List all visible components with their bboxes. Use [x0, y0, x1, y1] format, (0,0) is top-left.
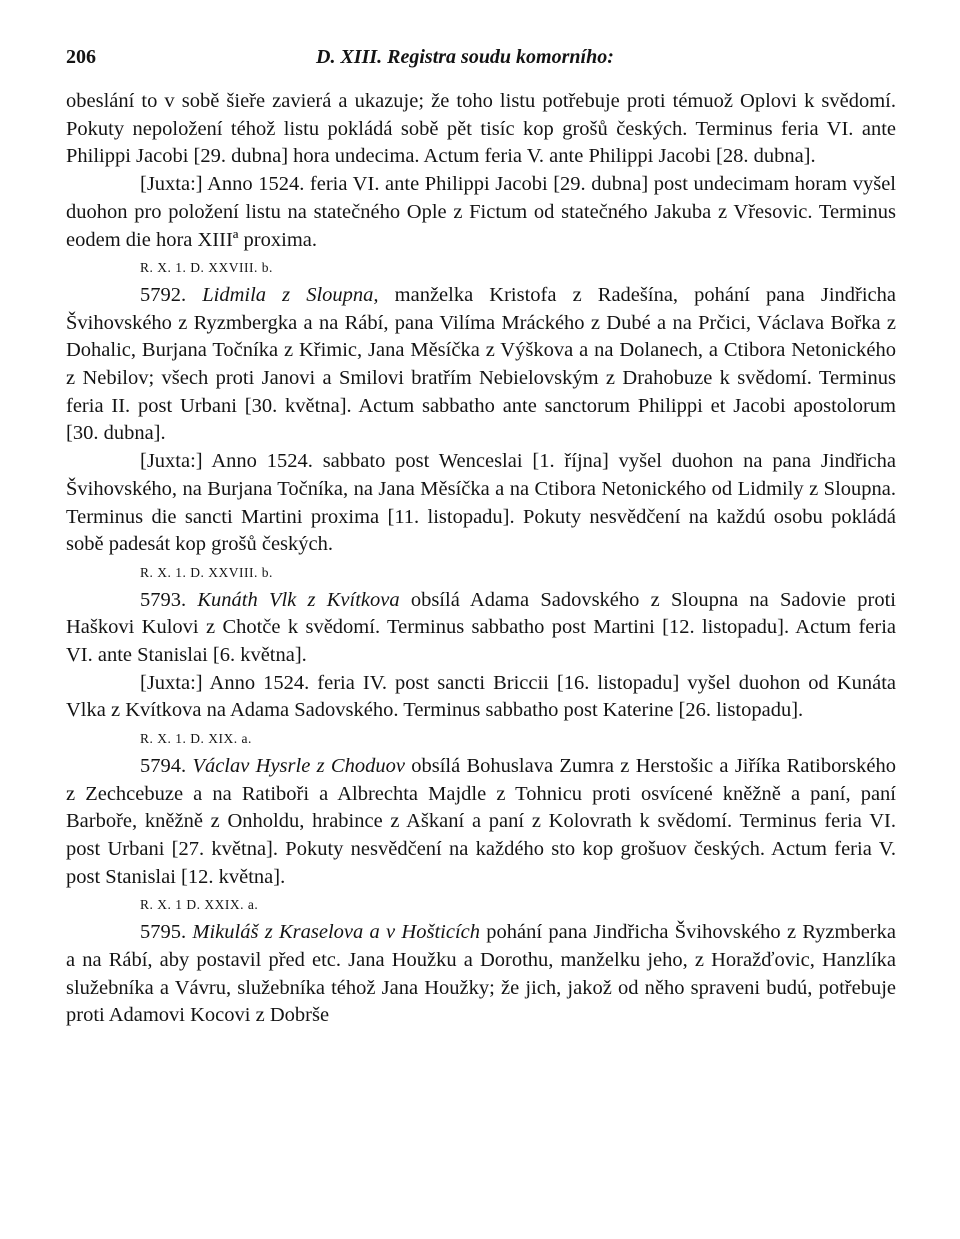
- paragraph: [Juxta:] Anno 1524. feria IV. post sancti Briccii [16. listopadu] vyšel duohon od Kunáta Vlka z Kvítkova na Adama Sadovského. Terminus sabbatho post Katerine [26. listopadu].: [66, 671, 896, 722]
- page-body: [66, 88, 896, 1030]
- entry-5795: [66, 919, 896, 1030]
- entry-name: Václav Hysrle z Choduov: [192, 754, 405, 777]
- entry-text: obsílá Adama Sadovského z Sloupna na Sadovie proti Haškovi Kulovi z Chotče k svědomí. Terminus sabbatho post Martini [12. listopadu]. Actum feria VI. ante Stanislai [6. května].: [66, 588, 896, 667]
- entry-5793: [66, 587, 896, 670]
- entry-number: 5794.: [140, 754, 187, 777]
- page-header: [66, 40, 896, 74]
- entry-name: Lidmila z Sloupna,: [202, 283, 379, 306]
- entry-number: 5795.: [140, 921, 187, 944]
- archive-signature: R. X. 1. D. XIX. a.: [140, 731, 252, 747]
- entry-name: Kunáth Vlk z Kvítkova: [197, 588, 400, 611]
- archive-signature: R. X. 1. D. XXVIII. b.: [140, 564, 273, 580]
- entry-number: 5792.: [140, 283, 187, 306]
- running-title: D. XIII. Registra soudu komorního:: [316, 46, 614, 68]
- paragraph: [Juxta:] Anno 1524. feria VI. ante Philippi Jacobi [29. dubna] post undecimam horam vyšel duohon pro položení listu na statečného Ople z Fictum od statečného Jakuba z Vřesovic. Terminus eodem die hora XIIIª proxima.: [66, 173, 896, 251]
- entry-5792: [66, 282, 896, 448]
- entry-name: Mikuláš z Kraselova a v Hošticích: [192, 921, 480, 944]
- entry-text: manželka Kristofa z Radešína, pohání pana Jindřicha Švihovského z Ryzmbergka a na Rábí, pana Vilíma Mráckého z Dubé a na Prčici, Václava Bořka z Dohalic, Burjana Točníka z Křimic, Jana Měsíčka z Výškova a na Dolanech, a Ctibora Netonického z Nebilov; všech proti Janovi a Smilovi bratřím Nebielovským z Drahobuze k svědomí. Terminus feria II. post Urbani [30. května]. Actum sabbatho ante sanctorum Philippi et Jacobi apostolorum [30. dubna].: [66, 283, 897, 445]
- entry-5794: [66, 753, 896, 892]
- page-number: 206: [66, 46, 96, 68]
- page: [66, 40, 896, 1030]
- paragraph: obeslání to v sobě šieře zavierá a ukazuje; že toho listu potřebuje proti témuož Oplovi k svědomí. Pokuty nepoložení téhož listu pokládá sobě pět tisíc kop grošů českých. Terminus feria VI. ante Philippi Jacobi [29. dubna] hora undecima. Actum feria V. ante Philippi Jacobi [28. dubna].: [66, 90, 896, 168]
- archive-signature: R. X. 1. D. XXVIII. b.: [140, 260, 273, 276]
- entry-text: obsílá Bohuslava Zumra z Herstošic a Jiříka Ratiborského z Zechcebuze a na Ratiboři a Albrechta Majdle z Tohnicu proti osvícené kněžně a paní, paní Barboře, kněžně z Onholdu, hrabince z Aškaní a paní z Kolovrath k svědomí. Terminus feria VI. post Urbani [27. května]. Pokuty nesvědčení na každého sto kop grošuov českých. Actum feria V. post Stanislai [12. května].: [66, 754, 896, 888]
- paragraph: [Juxta:] Anno 1524. sabbato post Wenceslai [1. října] vyšel duohon na pana Jindřicha Švihovského, na Burjana Točníka, na Jana Měsíčka a na Ctibora Netonického od Lidmily z Sloupna. Terminus die sancti Martini proxima [11. listopadu]. Pokuty nesvědčení na každú osobu pokládá sobě padesát kop grošů českých.: [66, 450, 896, 556]
- archive-signature: R. X. 1 D. XXIX. a.: [140, 897, 259, 913]
- entry-number: 5793.: [140, 588, 187, 611]
- entry-text: pohání pana Jindřicha Švihovského z Ryzmberka a na Rábí, aby postavil před etc. Jana Houžku a Dorothu, manželku jeho, z Horažďovic, Hanzlíka služebníka a Vávru, služebníka téhož Jana Houžky; že jich, jakož od něho spraveni budú, potřebuje proti Adamovi Kocovi z Dobrše: [66, 921, 896, 1027]
